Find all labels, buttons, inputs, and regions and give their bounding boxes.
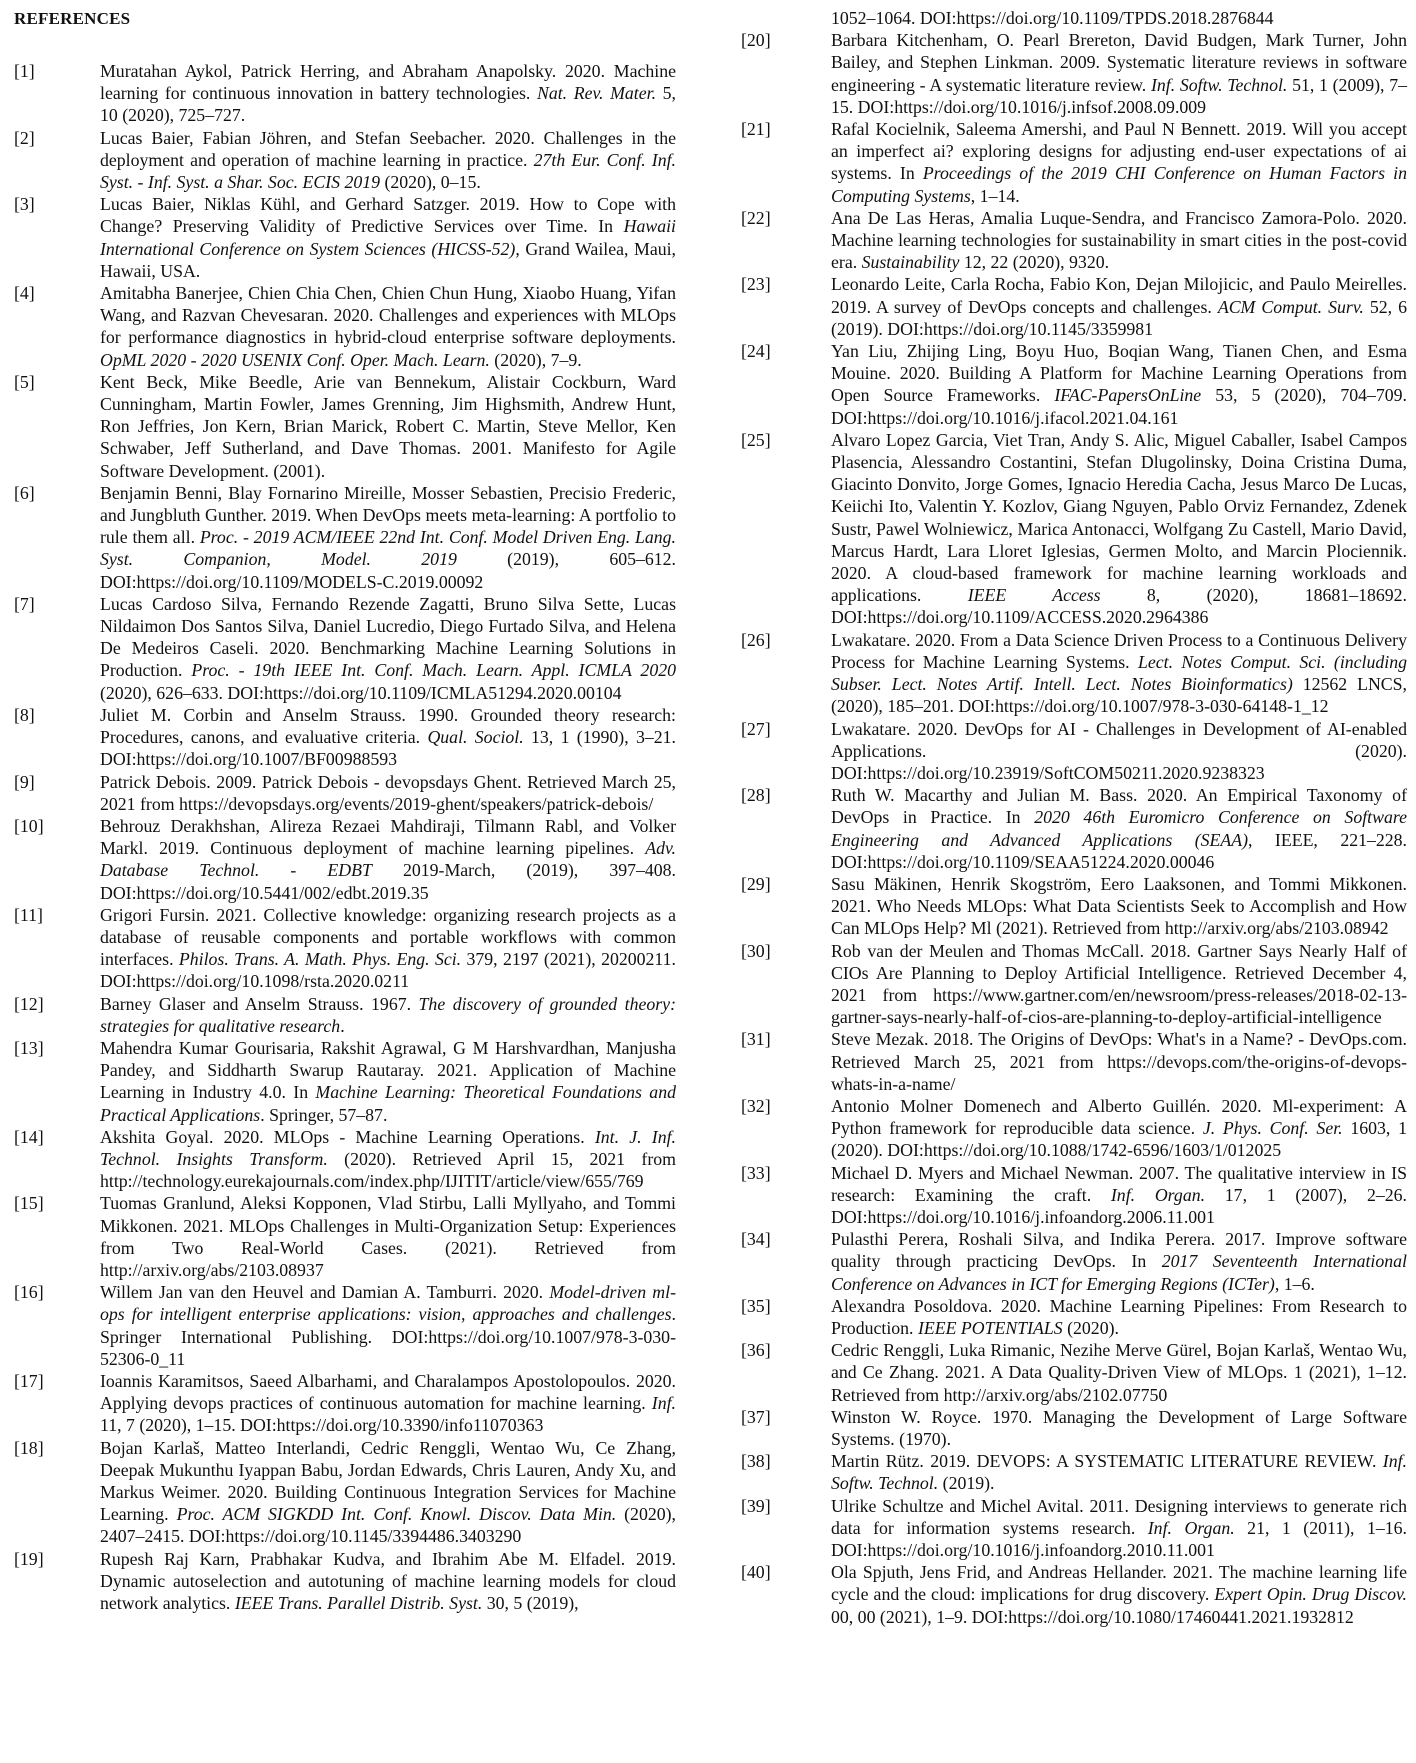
- reference-item: [741, 1561, 1407, 1628]
- reference-number: [31]: [741, 1029, 771, 1050]
- reference-item: [741, 118, 1407, 207]
- reference-text: [100, 127, 676, 194]
- reference-item: [741, 940, 1407, 1029]
- reference-details: 17, 1 (2007), 2–26. DOI:https://doi.org/10.1016/j.infoandorg.2006.11.001: [831, 1184, 1407, 1227]
- reference-text: [100, 482, 676, 593]
- reference-number: [34]: [741, 1229, 771, 1250]
- reference-text: [100, 993, 676, 1037]
- reference-details: 11, 7 (2020), 1–15. DOI:https://doi.org/10.3390/info11070363: [100, 1415, 544, 1436]
- reference-number: [18]: [14, 1437, 44, 1458]
- reference-item: [741, 1028, 1407, 1095]
- reference-details: 5, 10 (2020), 725–727.: [100, 83, 677, 126]
- reference-authors-title: Alvaro Lopez Garcia, Viet Tran, Andy S. Alic, Miguel Caballer, Isabel Campos Plasencia, Alessandro Costantini, Stefan Dlugolinsky, Doina Cristina Duma, Giacinto Donvito, Jorge Gomes, Ignacio Heredia Cacha, Jesus Marco De Lucas, Keiichi Ito, Valentin Y. Kozlov, Giang Nguyen, Pablo Orviz Fernandez, Zdenek Sustr, Pawel Wolniewicz, Marica Antonacci, Wolfgang Zu Castell, Mario David, Marcus Hardt, Lara Lloret Iglesias, Germen Molto, and Marcin Plociennik. 2020. A cloud-based framework for machine learning workloads and applications.: [831, 429, 1407, 606]
- reference-authors-title: Rob van der Meulen and Thomas McCall. 2018. Gartner Says Nearly Half of CIOs Are Planning to Deploy Artificial Intelligence. Retrieved December 4, 2021 from https://www.gartner.com/en/newsroom/press-releases/2018-02-13-gartner-says-nearly-half-of-cios-are-planning-to-deploy-artificial-intelligence: [831, 940, 1407, 1028]
- reference-number: [7]: [14, 593, 35, 614]
- reference-details: (2020). Retrieved April 15, 2021 from http://technology.eurekajournals.com/index.php/IJITIT/article/view/655/769: [100, 1148, 676, 1192]
- reference-venue: Nat. Rev. Mater.: [536, 83, 657, 104]
- reference-venue: Lect. Notes Comput. Sci. (including Subser. Lect. Notes Artif. Intell. Lect. Notes Bioinformatics): [831, 651, 1408, 695]
- reference-text: [831, 340, 1407, 429]
- reference-venue: Sustainability: [861, 252, 960, 273]
- reference-details: 379, 2197 (2021), 20200211. DOI:https://doi.org/10.1098/rsta.2020.0211: [100, 949, 676, 992]
- reference-item: [14, 1126, 676, 1193]
- reference-details: 30, 5 (2019),: [482, 1593, 579, 1614]
- reference-text: [100, 904, 676, 993]
- reference-item: [14, 993, 676, 1037]
- reference-item: [14, 771, 676, 815]
- reference-authors-title: Lwakatare. 2020. From a Data Science Driven Process to a Continuous Delivery Process for Machine Learning Systems.: [831, 629, 1407, 672]
- reference-details: (2020), 7–9.: [489, 349, 582, 370]
- reference-text: [831, 1095, 1407, 1162]
- reference-item: [741, 1339, 1407, 1406]
- reference-text: [831, 29, 1407, 118]
- reference-authors-title: Cedric Renggli, Luka Rimanic, Nezihe Merve Gürel, Bojan Karlaš, Wentao Wu, and Ce Zhang. 2021. A Data Quality-Driven View of MLOps. 1 (2021), 1–12. Retrieved from http://arxiv.org/abs/2102.07750: [831, 1340, 1407, 1405]
- reference-venue: Philos. Trans. A. Math. Phys. Eng. Sci.: [178, 949, 462, 970]
- reference-item: [741, 629, 1407, 718]
- reference-item: [14, 371, 676, 482]
- reference-details: .: [340, 1015, 345, 1036]
- reference-venue: Proc. ACM SIGKDD Int. Conf. Knowl. Discov. Data Min.: [176, 1504, 617, 1525]
- reference-text: [831, 1495, 1407, 1562]
- reference-text: [831, 207, 1407, 274]
- reference-venue: Proceedings of the 2019 CHI Conference on Human Factors in Computing Systems: [831, 163, 1407, 206]
- reference-number: [17]: [14, 1370, 44, 1391]
- reference-authors-title: Barney Glaser and Anselm Strauss. 1967.: [100, 993, 419, 1014]
- reference-authors-title: Sasu Mäkinen, Henrik Skogström, Eero Laaksonen, and Tommi Mikkonen. 2021. Who Needs MLOps: What Data Scientists Seek to Accomplish and How Can MLOps Help? Ml (2021). Retrieved from http://arxiv.org/abs/2103.08942: [831, 873, 1407, 939]
- reference-venue: IEEE POTENTIALS: [917, 1317, 1063, 1338]
- reference-text: [100, 593, 676, 704]
- reference-item: [741, 1450, 1407, 1494]
- reference-number: [1]: [14, 61, 35, 81]
- reference-number: [12]: [14, 993, 44, 1014]
- reference-details: (2019).: [938, 1473, 995, 1494]
- reference-text: [831, 429, 1407, 629]
- reference-authors-title: Akshita Goyal. 2020. MLOps - Machine Learning Operations.: [100, 1126, 595, 1147]
- reference-text: [831, 1228, 1407, 1295]
- reference-item: [741, 1095, 1407, 1162]
- reference-number: [2]: [14, 127, 35, 148]
- reference-text: [831, 718, 1407, 785]
- reference-item: [741, 1406, 1407, 1450]
- reference-details: . Springer, 57–87.: [260, 1104, 388, 1125]
- reference-authors-title: Juliet M. Corbin and Anselm Strauss. 1990. Grounded theory research: Procedures, canons, and evaluative criteria.: [100, 704, 676, 748]
- reference-authors-title: Pulasthi Perera, Roshali Silva, and Indika Perera. 2017. Improve software quality through practicing DevOps. In: [831, 1229, 1407, 1272]
- reference-number: [23]: [741, 274, 771, 295]
- reference-authors-title: Lucas Cardoso Silva, Fernando Rezende Zagatti, Bruno Silva Sette, Lucas Nildaimon Dos Santos Silva, Daniel Lucredio, Diego Furtado Silva, and Helena De Medeiros Caseli. 2020. Benchmarking Machine Learning Solutions in Production.: [100, 593, 676, 681]
- reference-continuation: [741, 7, 1407, 29]
- reference-text: [100, 1548, 676, 1615]
- reference-number: [22]: [741, 207, 771, 228]
- reference-number: [29]: [741, 873, 771, 894]
- reference-authors-title: Muratahan Aykol, Patrick Herring, and Abraham Anapolsky. 2020. Machine learning for continuous innovation in battery technologies.: [100, 61, 676, 104]
- reference-number: [6]: [14, 482, 35, 503]
- reference-number: [21]: [741, 119, 771, 140]
- reference-authors-title: Kent Beck, Mike Beedle, Arie van Bennekum, Alistair Cockburn, Ward Cunningham, Martin Fowler, James Grenning, Jim Highsmith, Andrew Hunt, Ron Jeffries, Jon Kern, Brian Marick, Robert C. Martin, Steve Mellor, Ken Schwaber, Jeff Sutherland, and Dave Thomas. 2001. Manifesto for Agile Software Development. (2001).: [100, 371, 676, 481]
- reference-item: [741, 1295, 1407, 1339]
- reference-authors-title: Winston W. Royce. 1970. Managing the Development of Large Software Systems. (1970).: [831, 1406, 1407, 1449]
- reference-venue: Inf. Organ.: [1147, 1517, 1235, 1538]
- reference-venue: OpML 2020 - 2020 USENIX Conf. Oper. Mach. Learn.: [100, 349, 490, 370]
- reference-item: [741, 340, 1407, 429]
- reference-details: , 1–6.: [1274, 1273, 1315, 1294]
- reference-details: 52, 6 (2019). DOI:https://doi.org/10.1145/3359981: [831, 296, 1407, 339]
- reference-item: [14, 482, 676, 593]
- reference-number: [3]: [14, 194, 35, 215]
- reference-authors-title: Ruth W. Macarthy and Julian M. Bass. 2020. An Empirical Taxonomy of DevOps in Practice. In: [831, 785, 1407, 828]
- reference-venue: Model-driven ml-ops for intelligent enterprise applications: vision, approaches and challenges: [100, 1282, 676, 1325]
- reference-details: , Grand Wailea, Maui, Hawaii, USA.: [100, 238, 676, 281]
- reference-item: [14, 704, 676, 771]
- reference-text: [100, 1192, 676, 1281]
- reference-number: [4]: [14, 283, 35, 304]
- reference-details: 53, 5 (2020), 704–709. DOI:https://doi.org/10.1016/j.ifacol.2021.04.161: [831, 385, 1407, 428]
- reference-authors-title: Martin Rütz. 2019. DEVOPS: A SYSTEMATIC LITERATURE REVIEW.: [831, 1451, 1383, 1472]
- reference-authors-title: Alexandra Posoldova. 2020. Machine Learning Pipelines: From Research to Production.: [831, 1295, 1407, 1338]
- reference-text: [831, 1339, 1407, 1406]
- reference-number: [14]: [14, 1126, 44, 1147]
- reference-venue: 2017 Seventeenth International Conference on Advances in ICT for Emerging Regions (ICTer): [831, 1251, 1407, 1294]
- reference-authors-title: Amitabha Banerjee, Chien Chia Chen, Chien Chun Hung, Xiaobo Huang, Yifan Wang, and Razvan Chevesaran. 2020. Challenges and experiences with MLOps for performance diagnostics in hybrid-cloud enterprise software deployments.: [100, 283, 676, 348]
- reference-text: [100, 1370, 676, 1437]
- reference-details: 2019-March, (2019), 397–408. DOI:https://doi.org/10.5441/002/edbt.2019.35: [100, 860, 677, 903]
- reference-text: [831, 1561, 1407, 1628]
- reference-venue: J. Phys. Conf. Ser.: [1202, 1118, 1343, 1139]
- reference-text: [100, 771, 676, 815]
- reference-details: 1603, 1 (2020). DOI:https://doi.org/10.1088/1742-6596/1603/1/012025: [831, 1118, 1407, 1161]
- reference-venue: Qual. Sociol.: [427, 727, 524, 748]
- reference-number: [30]: [741, 940, 771, 961]
- reference-authors-title: Rupesh Raj Karn, Prabhakar Kudva, and Ibrahim Abe M. Elfadel. 2019. Dynamic autoselection and autotuning of machine learning models for cloud network analytics.: [100, 1548, 676, 1614]
- reference-venue: The discovery of grounded theory: strategies for qualitative research: [100, 993, 676, 1036]
- reference-authors-title: Behrouz Derakhshan, Alireza Rezaei Mahdiraji, Tilmann Rabl, and Volker Markl. 2019. Continuous deployment of machine learning pipelines.: [100, 815, 676, 859]
- reference-authors-title: Lwakatare. 2020. DevOps for AI - Challenges in Development of AI-enabled Applications. (2020). DOI:https://doi.org/10.23919/SoftCOM50211.2020.9238323: [831, 718, 1407, 783]
- reference-text: 1052–1064. DOI:https://doi.org/10.1109/TPDS.2018.2876844: [831, 8, 1274, 28]
- reference-item: [14, 904, 676, 993]
- reference-venue: Proc. - 19th IEEE Int. Conf. Mach. Learn. Appl. ICMLA 2020: [191, 660, 676, 681]
- reference-details: (2020), 2407–2415. DOI:https://doi.org/10.1145/3394486.3403290: [100, 1504, 676, 1547]
- reference-details: 51, 1 (2009), 7–15. DOI:https://doi.org/10.1016/j.infsof.2008.09.009: [831, 74, 1407, 117]
- reference-details: (2019), 605–612. DOI:https://doi.org/10.1109/MODELS-C.2019.00092: [100, 549, 676, 592]
- reference-item: [14, 1370, 676, 1437]
- reference-text: [100, 704, 676, 771]
- reference-text: [100, 282, 676, 371]
- reference-venue: 27th Eur. Conf. Inf. Syst. - Inf. Syst. a Shar. Soc. ECIS 2019: [100, 149, 676, 193]
- reference-number: [38]: [741, 1451, 771, 1472]
- reference-venue: Inf. Softw. Technol.: [1150, 74, 1288, 95]
- reference-number: [13]: [14, 1037, 44, 1058]
- reference-details: 8, (2020), 18681–18692. DOI:https://doi.org/10.1109/ACCESS.2020.2964386: [831, 585, 1408, 628]
- reference-details: . Springer International Publishing. DOI:https://doi.org/10.1007/978-3-030-52306-0_11: [100, 1304, 676, 1369]
- reference-authors-title: Ulrike Schultze and Michel Avital. 2011. Designing interviews to generate rich data for information systems research.: [831, 1495, 1407, 1538]
- reference-details: (2020).: [1062, 1317, 1119, 1338]
- reference-number: [25]: [741, 429, 771, 450]
- reference-number: [16]: [14, 1282, 44, 1303]
- reference-venue: Proc. - 2019 ACM/IEEE 22nd Int. Conf. Model Driven Eng. Lang. Syst. Companion, Model. 2019: [100, 527, 676, 570]
- reference-text: [100, 1437, 676, 1548]
- reference-item: [14, 193, 676, 282]
- reference-text: [831, 118, 1407, 207]
- reference-venue: Expert Opin. Drug Discov.: [1214, 1584, 1407, 1605]
- reference-number: [32]: [741, 1095, 771, 1116]
- reference-authors-title: Leonardo Leite, Carla Rocha, Fabio Kon, Dejan Milojicic, and Paulo Meirelles. 2019. A survey of DevOps concepts and challenges.: [831, 274, 1407, 317]
- reference-text: [100, 193, 676, 282]
- reference-authors-title: Ana De Las Heras, Amalia Luque-Sendra, and Francisco Zamora-Polo. 2020. Machine learning technologies for sustainability in smart cities in the post-covid era.: [831, 207, 1407, 273]
- reference-item: [14, 1437, 676, 1548]
- reference-number: [15]: [14, 1193, 44, 1214]
- reference-text: [831, 940, 1407, 1029]
- reference-text: [100, 1037, 676, 1126]
- reference-number: [39]: [741, 1495, 771, 1516]
- reference-item: [14, 282, 676, 371]
- reference-item: [741, 207, 1407, 274]
- reference-authors-title: Benjamin Benni, Blay Fornarino Mireille, Mosser Sebastien, Precisio Frederic, and Jungbluth Gunther. 2019. When DevOps meets meta-learning: A portfolio to rule them all.: [100, 482, 676, 548]
- reference-item: [741, 29, 1407, 118]
- reference-item: [741, 873, 1407, 940]
- reference-number: [10]: [14, 815, 44, 836]
- reference-item: [741, 1495, 1407, 1562]
- reference-item: [14, 1037, 676, 1126]
- reference-venue: IFAC-PapersOnLine: [1054, 385, 1202, 406]
- reference-number: [37]: [741, 1406, 771, 1427]
- reference-item: [741, 1228, 1407, 1295]
- reference-text: [831, 629, 1407, 718]
- reference-text: [831, 1295, 1407, 1339]
- reference-item: [14, 1192, 676, 1281]
- reference-venue: Int. J. Inf. Technol. Insights Transform.: [100, 1126, 676, 1169]
- reference-venue: IEEE Access: [967, 585, 1101, 606]
- reference-text: [831, 1450, 1407, 1494]
- reference-authors-title: Ola Spjuth, Jens Frid, and Andreas Hellander. 2021. The machine learning life cycle and the cloud: implications for drug discovery.: [831, 1562, 1407, 1605]
- reference-number: [36]: [741, 1340, 771, 1361]
- reference-item: [741, 718, 1407, 785]
- reference-text: [831, 1406, 1407, 1450]
- reference-item: [14, 127, 676, 194]
- reference-authors-title: Ioannis Karamitsos, Saeed Albarhami, and Charalampos Apostolopoulos. 2020. Applying devops practices of continuous automation for machine learning.: [100, 1370, 676, 1414]
- reference-venue: ACM Comput. Surv.: [1217, 296, 1364, 317]
- reference-item: [14, 815, 676, 904]
- reference-details: 12, 22 (2020), 9320.: [959, 252, 1110, 273]
- reference-number: [40]: [741, 1562, 771, 1583]
- reference-authors-title: Lucas Baier, Niklas Kühl, and Gerhard Satzger. 2019. How to Cope with Change? Preserving Validity of Predictive Services over Time. In: [100, 194, 676, 237]
- reference-venue: Hawaii International Conference on System Sciences (HICSS-52): [100, 216, 676, 259]
- reference-authors-title: Willem Jan van den Heuvel and Damian A. Tamburri. 2020.: [100, 1282, 550, 1303]
- reference-number: [8]: [14, 704, 35, 725]
- reference-list-left: [14, 60, 676, 1614]
- reference-item: [14, 60, 676, 127]
- reference-item: [741, 273, 1407, 340]
- reference-number: [35]: [741, 1295, 771, 1316]
- reference-authors-title: Bojan Karlaš, Matteo Interlandi, Cedric Renggli, Wentao Wu, Ce Zhang, Deepak Mukunthu Iyappan Babu, Jordan Edwards, Chris Lauren, Andy Xu, and Markus Weimer. 2020. Building Continuous Integration Services for Machine Learning.: [100, 1437, 676, 1525]
- reference-venue: IEEE Trans. Parallel Distrib. Syst.: [234, 1593, 483, 1614]
- reference-venue: 2020 46th Euromicro Conference on Software Engineering and Advanced Applications (SEAA): [831, 807, 1407, 850]
- reference-item: [14, 1281, 676, 1370]
- reference-venue: Inf.: [651, 1393, 676, 1414]
- reference-authors-title: Lucas Baier, Fabian Jöhren, and Stefan Seebacher. 2020. Challenges in the deployment and operation of machine learning in practice.: [100, 127, 676, 170]
- reference-authors-title: Antonio Molner Domenech and Alberto Guillén. 2020. Ml-experiment: A Python framework for reproducible data science.: [831, 1095, 1407, 1139]
- reference-details: 00, 00 (2021), 1–9. DOI:https://doi.org/10.1080/17460441.2021.1932812: [831, 1606, 1354, 1627]
- reference-authors-title: Mahendra Kumar Gourisaria, Rakshit Agrawal, G M Harshvardhan, Manjusha Pandey, and Siddharth Swarup Rautaray. 2021. Application of Machine Learning in Industry 4.0. In: [100, 1037, 676, 1103]
- reference-venue: Machine Learning: Theoretical Foundations and Practical Applications: [100, 1082, 676, 1125]
- references-heading: REFERENCES: [14, 9, 131, 28]
- reference-item: [741, 429, 1407, 629]
- reference-text: [100, 1281, 676, 1370]
- reference-text: [831, 273, 1407, 340]
- reference-text: [831, 873, 1407, 940]
- reference-details: (2020), 626–633. DOI:https://doi.org/10.1109/ICMLA51294.2020.00104: [100, 682, 622, 703]
- reference-number: [20]: [741, 30, 771, 51]
- reference-number: [9]: [14, 771, 35, 792]
- reference-item: [14, 593, 676, 704]
- reference-authors-title: Rafal Kocielnik, Saleema Amershi, and Paul N Bennett. 2019. Will you accept an imperfect ai? exploring designs for adjusting end-user expectations of ai systems. In: [831, 119, 1407, 184]
- reference-authors-title: Patrick Debois. 2009. Patrick Debois - devopsdays Ghent. Retrieved March 25, 2021 from https://devopsdays.org/events/2019-ghent/speakers/patrick-debois/: [100, 771, 676, 814]
- reference-number: [33]: [741, 1162, 771, 1183]
- reference-item: [741, 784, 1407, 873]
- reference-number: [19]: [14, 1548, 44, 1569]
- reference-text: [100, 371, 676, 482]
- reference-authors-title: Grigori Fursin. 2021. Collective knowledge: organizing research projects as a database of reusable components and portable workflows with common interfaces.: [100, 904, 676, 970]
- left-column: [14, 60, 676, 1614]
- reference-number: [24]: [741, 341, 771, 362]
- reference-text: [100, 1126, 676, 1193]
- reference-venue: Adv. Database Technol. - EDBT: [100, 838, 676, 881]
- reference-number: [28]: [741, 785, 771, 806]
- reference-details: (2020), 0–15.: [380, 172, 481, 193]
- reference-number: [11]: [14, 904, 43, 925]
- reference-venue: Inf. Organ.: [1110, 1184, 1206, 1205]
- reference-authors-title: Barbara Kitchenham, O. Pearl Brereton, David Budgen, Mark Turner, John Bailey, and Stephen Linkman. 2009. Systematic literature reviews in software engineering - A systematic literature review.: [831, 30, 1407, 95]
- reference-details: 21, 1 (2011), 1–16. DOI:https://doi.org/10.1016/j.infoandorg.2010.11.001: [831, 1517, 1407, 1561]
- reference-item: [14, 1548, 676, 1615]
- right-column: [741, 7, 1407, 1628]
- reference-authors-title: Michael D. Myers and Michael Newman. 2007. The qualitative interview in IS research: Examining the craft.: [831, 1162, 1407, 1205]
- reference-authors-title: Steve Mezak. 2018. The Origins of DevOps: What's in a Name? - DevOps.com. Retrieved March 25, 2021 from https://devops.com/the-origins-of-devops-whats-in-a-name/: [831, 1029, 1407, 1094]
- reference-text: [831, 784, 1407, 873]
- reference-number: [27]: [741, 718, 771, 739]
- reference-item: [741, 1162, 1407, 1229]
- reference-details: 13, 1 (1990), 3–21. DOI:https://doi.org/10.1007/BF00988593: [100, 727, 676, 770]
- reference-details: , IEEE, 221–228. DOI:https://doi.org/10.1109/SEAA51224.2020.00046: [831, 829, 1408, 872]
- reference-details: , 1–14.: [970, 185, 1020, 206]
- reference-number: [26]: [741, 629, 771, 650]
- reference-text: [100, 60, 676, 127]
- reference-text: [831, 1028, 1407, 1095]
- reference-text: [831, 1162, 1407, 1229]
- reference-list-right: [741, 29, 1407, 1628]
- reference-text: [100, 815, 676, 904]
- reference-venue: Inf. Softw. Technol.: [831, 1451, 1407, 1494]
- reference-authors-title: Tuomas Granlund, Aleksi Kopponen, Vlad Stirbu, Lalli Myllyaho, and Tommi Mikkonen. 2021. MLOps Challenges in Multi-Organization Setup: Experiences from Two Real-World Cases. (2021). Retrieved from http://arxiv.org/abs/2103.08937: [100, 1193, 676, 1280]
- reference-authors-title: Yan Liu, Zhijing Ling, Boyu Huo, Boqian Wang, Tianen Chen, and Esma Mouine. 2020. Building A Platform for Machine Learning Operations from Open Source Frameworks.: [831, 341, 1407, 406]
- reference-number: [5]: [14, 371, 35, 392]
- reference-details: 12562 LNCS, (2020), 185–201. DOI:https://doi.org/10.1007/978-3-030-64148-1_12: [831, 674, 1407, 717]
